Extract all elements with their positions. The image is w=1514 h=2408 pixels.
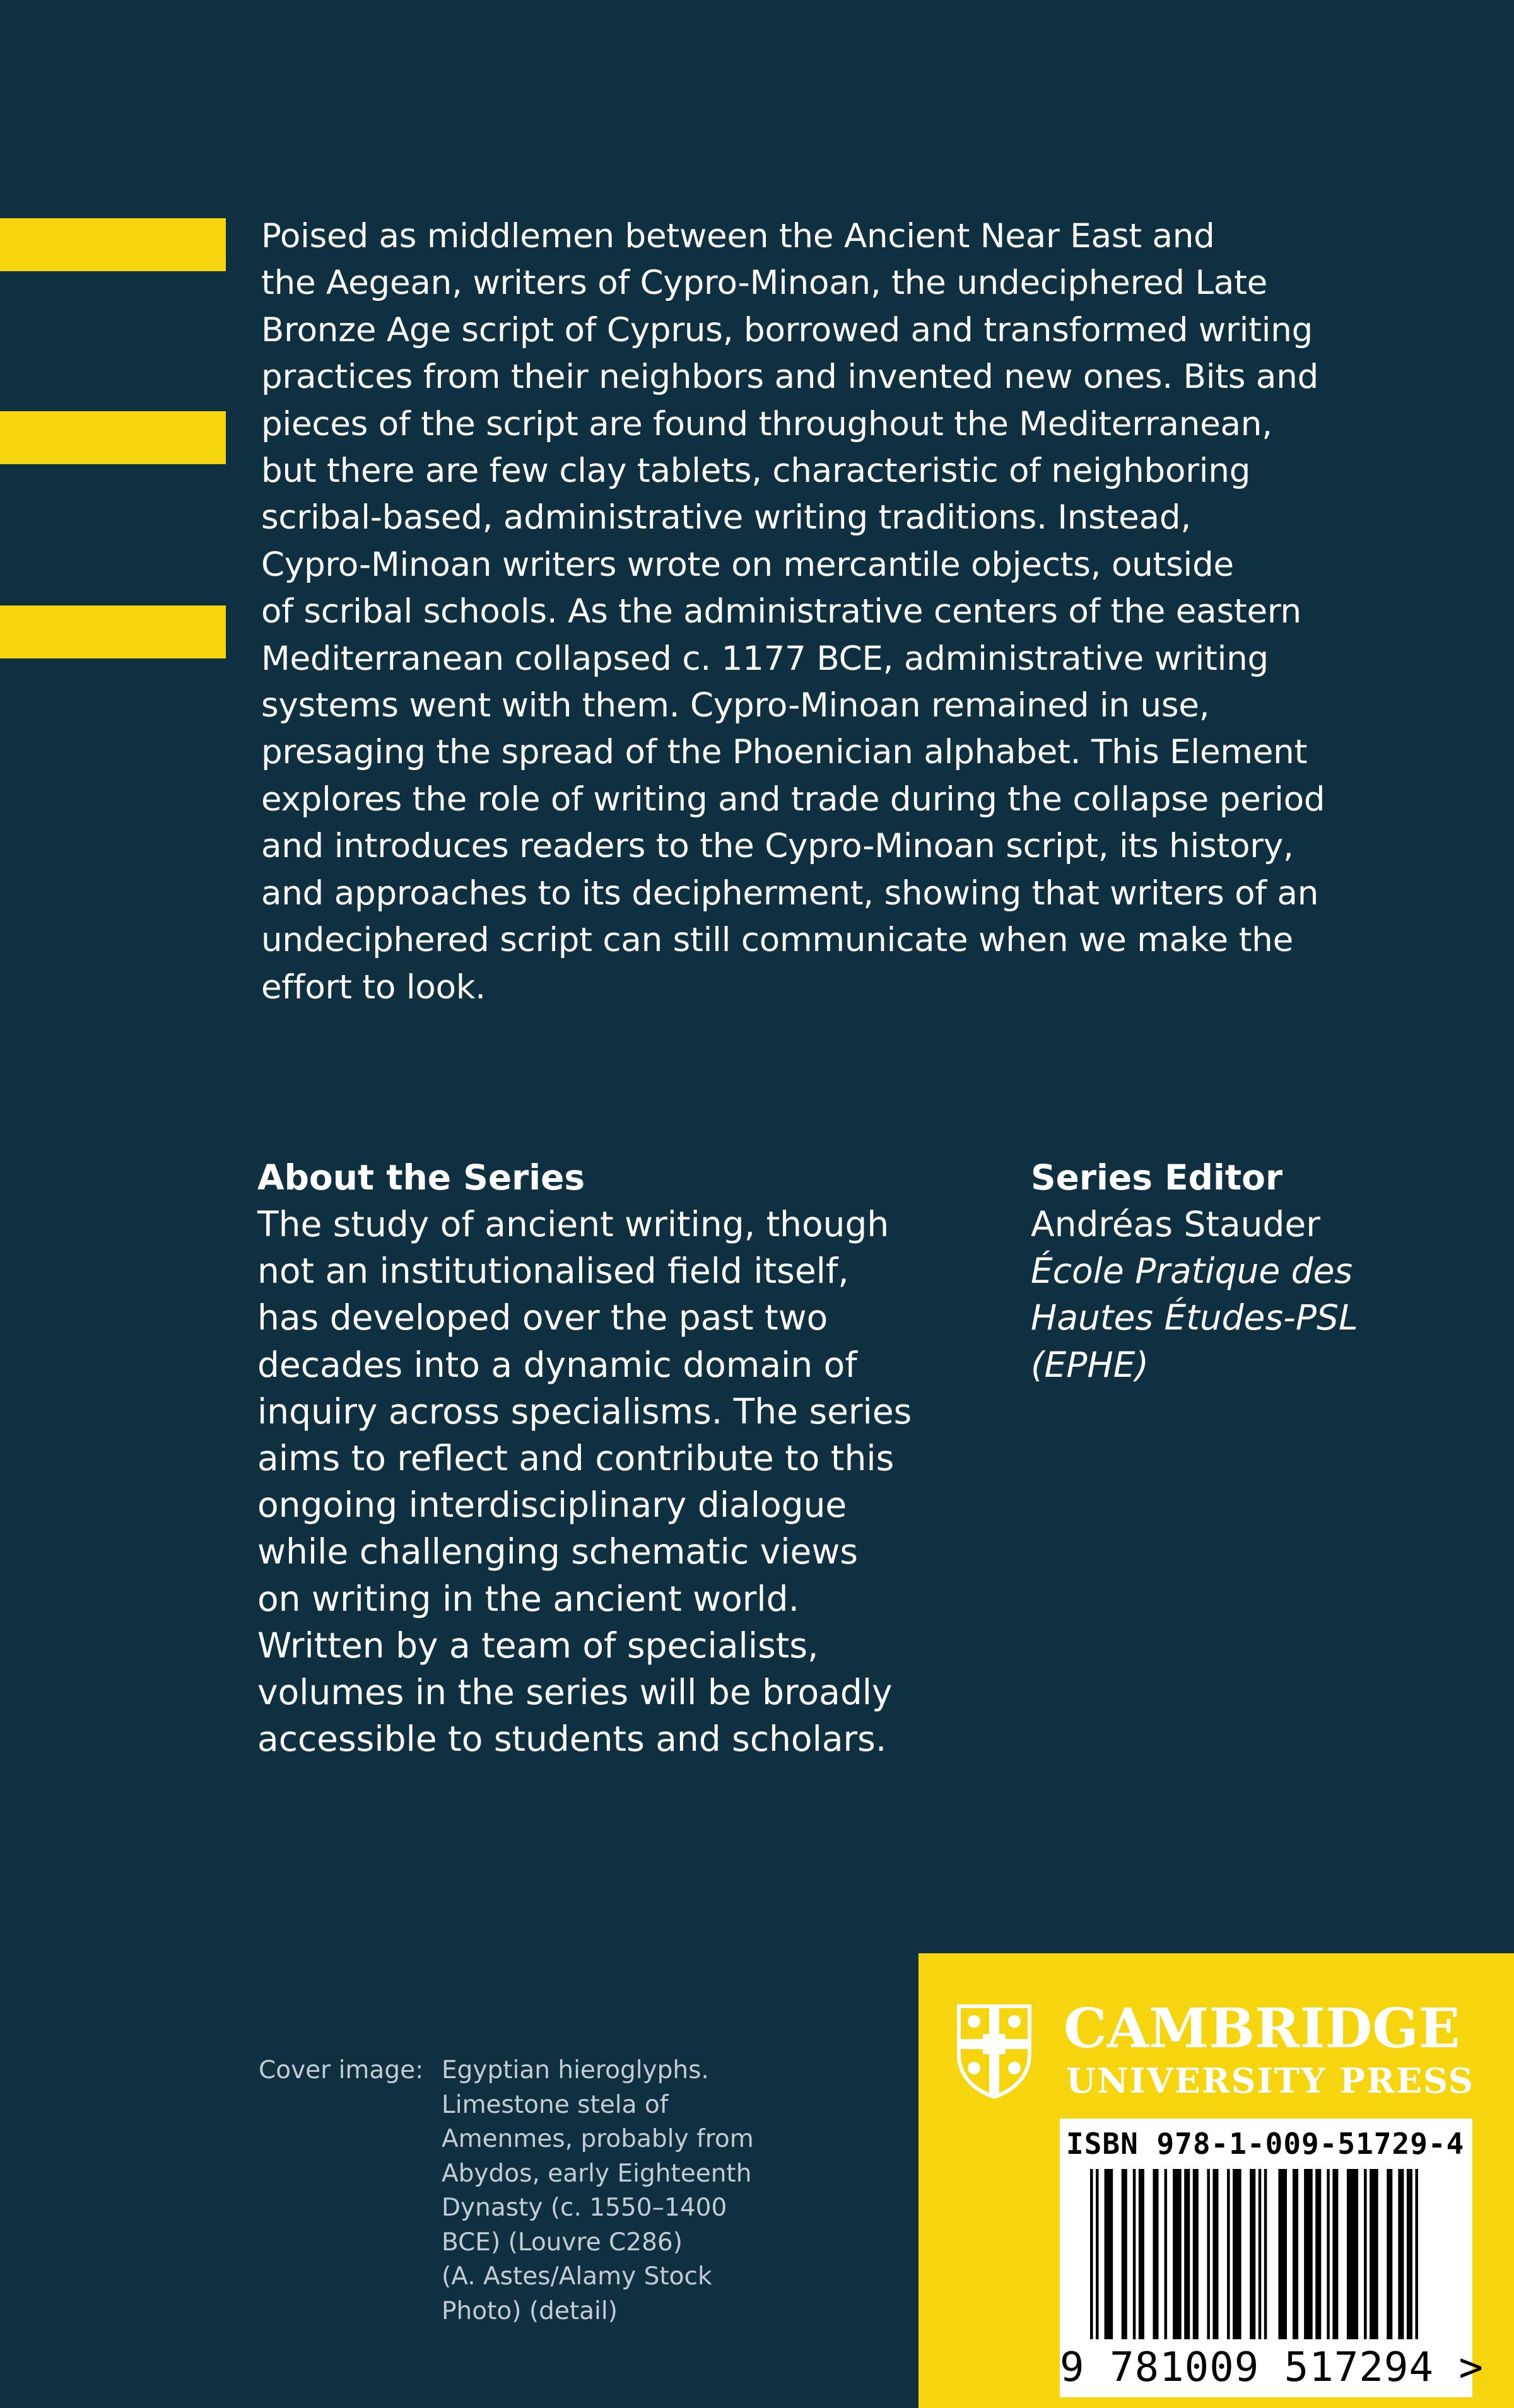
publisher-panel [918,1953,1514,2408]
barcode-bar [1398,2169,1404,2339]
barcode-bar [1387,2169,1392,2339]
barcode-bar [1370,2169,1378,2339]
isbn-number: ISBN 978-1-009-51729-4 [1066,2127,1465,2161]
series-editor-affiliation: Hautes Études-PSL [1031,1297,1358,1338]
university-shield-icon [956,2004,1032,2098]
cover-credit-line: BCE) (Louvre C286) [442,2228,683,2257]
yellow-accent-bar [0,411,226,464]
barcode-bar [1407,2169,1410,2339]
description-line: Bronze Age script of Cyprus, borrowed and transformed writing [261,310,1313,349]
about-series-line: accessible to students and scholars. [257,1719,887,1760]
barcode-bars [1065,2169,1443,2346]
barcode-bar [1233,2169,1241,2339]
cover-credit-line: Limestone stela of [442,2090,669,2119]
description-line: systems went with them. Cypro-Minoan remained in use, [261,686,1210,725]
about-series-line: ongoing interdisciplinary dialogue [257,1485,847,1526]
about-series-line: Written by a team of specialists, [257,1625,819,1666]
about-series-heading: About the Series [257,1157,585,1198]
about-series-line: volumes in the series will be broadly [257,1672,893,1713]
barcode-bar [1315,2169,1321,2339]
barcode-bar [1227,2169,1230,2339]
about-series-line: on writing in the ancient world. [257,1578,800,1619]
description-line: Cypro-Minoan writers wrote on mercantile objects, outside [261,545,1234,584]
barcode-bar [1153,2169,1158,2339]
cover-credit-label: Cover image: [259,2056,424,2084]
barcode-bar [1347,2169,1358,2339]
description-line: practices from their neighbors and invented new ones. Bits and [261,358,1319,397]
series-editor-affiliation: (EPHE) [1031,1344,1149,1385]
series-editor-name: Andréas Stauder [1031,1204,1320,1244]
barcode-bar [1122,2169,1127,2339]
cover-credit-line: (A. Astes/Alamy Stock [442,2262,712,2291]
cover-credit-line: Photo) (detail) [442,2296,618,2325]
barcode-bar [1364,2169,1367,2339]
cover-credit-line: Amenmes, probably from [442,2125,754,2153]
description-line: Mediterranean collapsed c. 1177 BCE, administrative writing [261,639,1269,678]
about-series-line: has developed over the past two [257,1297,828,1338]
barcode-digits: 9 781009 517294 > [1060,2344,1484,2391]
description-line: explores the role of writing and trade during the collapse period [261,780,1325,819]
barcode-bar [1165,2169,1168,2339]
series-editor-heading: Series Editor [1031,1157,1283,1198]
barcode-bar [1090,2169,1093,2339]
barcode-bar [1212,2169,1218,2339]
description-line: the Aegean, writers of Cypro-Minoan, the undeciphered Late [261,264,1268,303]
cover-credit-text [442,2054,820,2329]
series-editor [1031,1154,1472,1388]
barcode-bar [1327,2169,1330,2339]
barcode-bar [1133,2169,1136,2339]
barcode-bar [1259,2169,1262,2339]
barcode-bar [1096,2169,1099,2339]
barcode-bar [1278,2169,1287,2339]
barcode-bar [1332,2169,1338,2339]
about-series-line: not an institutionalised field itself, [257,1251,849,1292]
barcode-bar [1193,2169,1199,2339]
publisher-subname: UNIVERSITY PRESS [1066,2060,1474,2101]
barcode-bar [1207,2169,1210,2339]
about-series-line: aims to reflect and contribute to this [257,1438,895,1479]
description-line: but there are few clay tablets, characteristic of neighboring [261,452,1251,491]
about-series-line: while challenging schematic views [257,1531,858,1572]
description-line: effort to look. [261,967,486,1007]
about-series-line: The study of ancient writing, though [257,1204,889,1244]
barcode-bar [1409,2169,1412,2339]
barcode-bar [1264,2169,1267,2339]
barcode-bar [1139,2169,1144,2339]
barcode-bar [1173,2169,1182,2339]
description-line: presaging the spread of the Phoenician alphabet. This Element [261,733,1308,772]
barcode-bar [1293,2169,1298,2339]
description-line: and introduces readers to the Cypro-Minoan script, its history, [261,827,1294,866]
book-description [261,213,1460,1011]
cover-credit-line: Dynasty (c. 1550–1400 [442,2194,727,2222]
about-the-series [257,1154,983,1762]
barcode-bar [1184,2169,1190,2339]
description-line: of scribal schools. As the administrative centers of the eastern [261,592,1301,631]
series-editor-affiliation: École Pratique des [1031,1251,1353,1292]
isbn-barcode [1060,2119,1484,2397]
description-line: and approaches to its decipherment, showing that writers of an [261,874,1319,913]
barcode-bar [1250,2169,1255,2339]
description-line: undeciphered script can still communicate when we make the [261,921,1293,960]
barcode-bar [1304,2169,1313,2339]
publisher-name: CAMBRIDGE [1064,1997,1460,2060]
barcode-bar [1415,2169,1418,2339]
about-series-line: inquiry across specialisms. The series [257,1391,912,1432]
about-series-line: decades into a dynamic domain of [257,1344,857,1385]
barcode-bar [1105,2169,1113,2339]
description-line: pieces of the script are found throughout the Mediterranean, [261,404,1272,443]
description-line: Poised as middlemen between the Ancient Near East and [261,217,1215,255]
yellow-accent-bar [0,605,226,658]
yellow-accent-bar [0,218,226,271]
cover-credit-line: Egyptian hieroglyphs. [442,2056,709,2084]
description-line: scribal-based, administrative writing traditions. Instead, [261,498,1191,537]
cover-credit-line: Abydos, early Eighteenth [442,2159,752,2188]
